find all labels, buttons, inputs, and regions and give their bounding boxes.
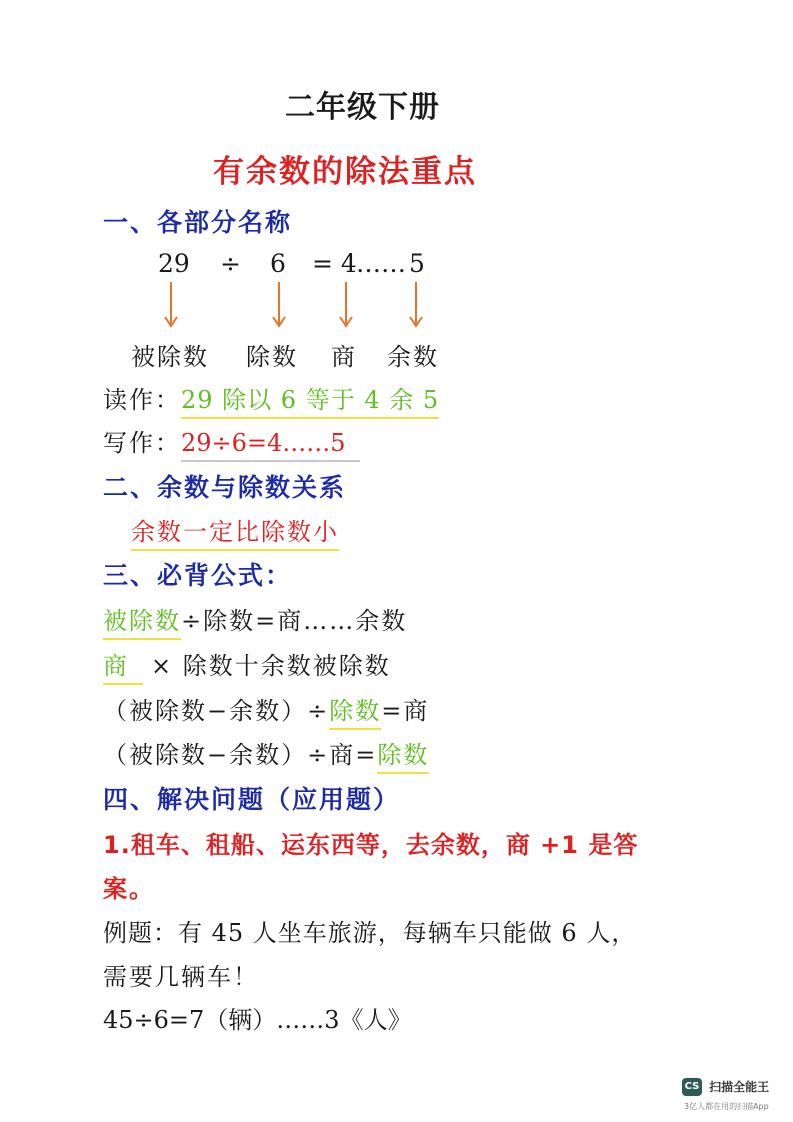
scanner-watermark (682, 1076, 769, 1096)
arrow-down-icon (410, 282, 422, 326)
formula-3-suffix: =商 (381, 697, 430, 725)
read-value: 29 除以 6 等于 4 余 5 (181, 386, 439, 419)
label-dividend: 被除数 (131, 343, 209, 371)
section-4-heading: 四、解决问题（应用题） (103, 785, 401, 814)
formula-4 (103, 735, 429, 770)
formula-2 (103, 646, 391, 681)
arrow-down-icon (340, 282, 352, 326)
section-2-heading: 二、余数与除数关系 (103, 473, 347, 502)
point-1-line-2: 案。 (103, 875, 155, 903)
formula-4-prefix: （被除数−余数）÷商= (103, 741, 378, 769)
formula-1-rest: ÷除数=商……余数 (181, 607, 408, 635)
equation-divisor: 6 (270, 249, 286, 278)
formula-3 (103, 691, 429, 726)
page-title: 二年级下册 (285, 90, 440, 125)
watermark-tagline: 3亿人都在用的扫描App (684, 1102, 769, 1111)
formula-3-prefix: （被除数−余数）÷ (103, 697, 330, 725)
section-3-heading: 三、必背公式： (103, 561, 293, 590)
write-row (103, 423, 360, 458)
formula-1-highlight: 被除数 (103, 607, 181, 640)
equation-dots: …… (356, 249, 406, 278)
arrow-down-icon (273, 282, 285, 326)
page-subtitle: 有余数的除法重点 (213, 154, 477, 190)
point-1-line-1: 1.租车、租船、运东西等，去余数，商 +1 是答 (103, 831, 639, 859)
read-row (103, 380, 439, 415)
remainder-rule-text: 余数一定比除数小 (131, 518, 339, 551)
equation-remainder: 5 (409, 249, 425, 278)
formula-2-highlight: 商 (103, 652, 143, 685)
example-line-2: 需要几辆车！ (103, 963, 259, 991)
example-line-1: 例题：有 45 人坐车旅游，每辆车只能做 6 人， (103, 919, 637, 947)
example-answer: 45÷6=7（辆）……3《人》 (103, 1006, 412, 1034)
term-arrows (0, 0, 793, 340)
label-remainder: 余数 (387, 343, 439, 371)
formula-4-highlight: 除数 (377, 741, 429, 774)
write-value: 29÷6=4……5 (181, 429, 360, 462)
section-1-heading: 一、各部分名称 (103, 208, 293, 237)
equation-dividend: 29 (158, 249, 190, 278)
write-label: 写作： (103, 429, 181, 457)
remainder-rule (131, 512, 339, 547)
watermark-brand: 扫描全能王 (709, 1080, 770, 1094)
formula-1 (103, 601, 407, 636)
read-label: 读作： (103, 386, 181, 414)
formula-2-rest: × 除数十余数被除数 (151, 652, 391, 680)
label-quotient: 商 (331, 343, 357, 371)
camscanner-logo-icon: CS (682, 1078, 702, 1096)
label-divisor: 除数 (246, 343, 298, 371)
equation-equals-quotient: = 4 (312, 249, 357, 278)
arrow-down-icon (165, 282, 177, 326)
equation-divide-sign: ÷ (220, 249, 241, 278)
formula-3-highlight: 除数 (329, 697, 381, 730)
